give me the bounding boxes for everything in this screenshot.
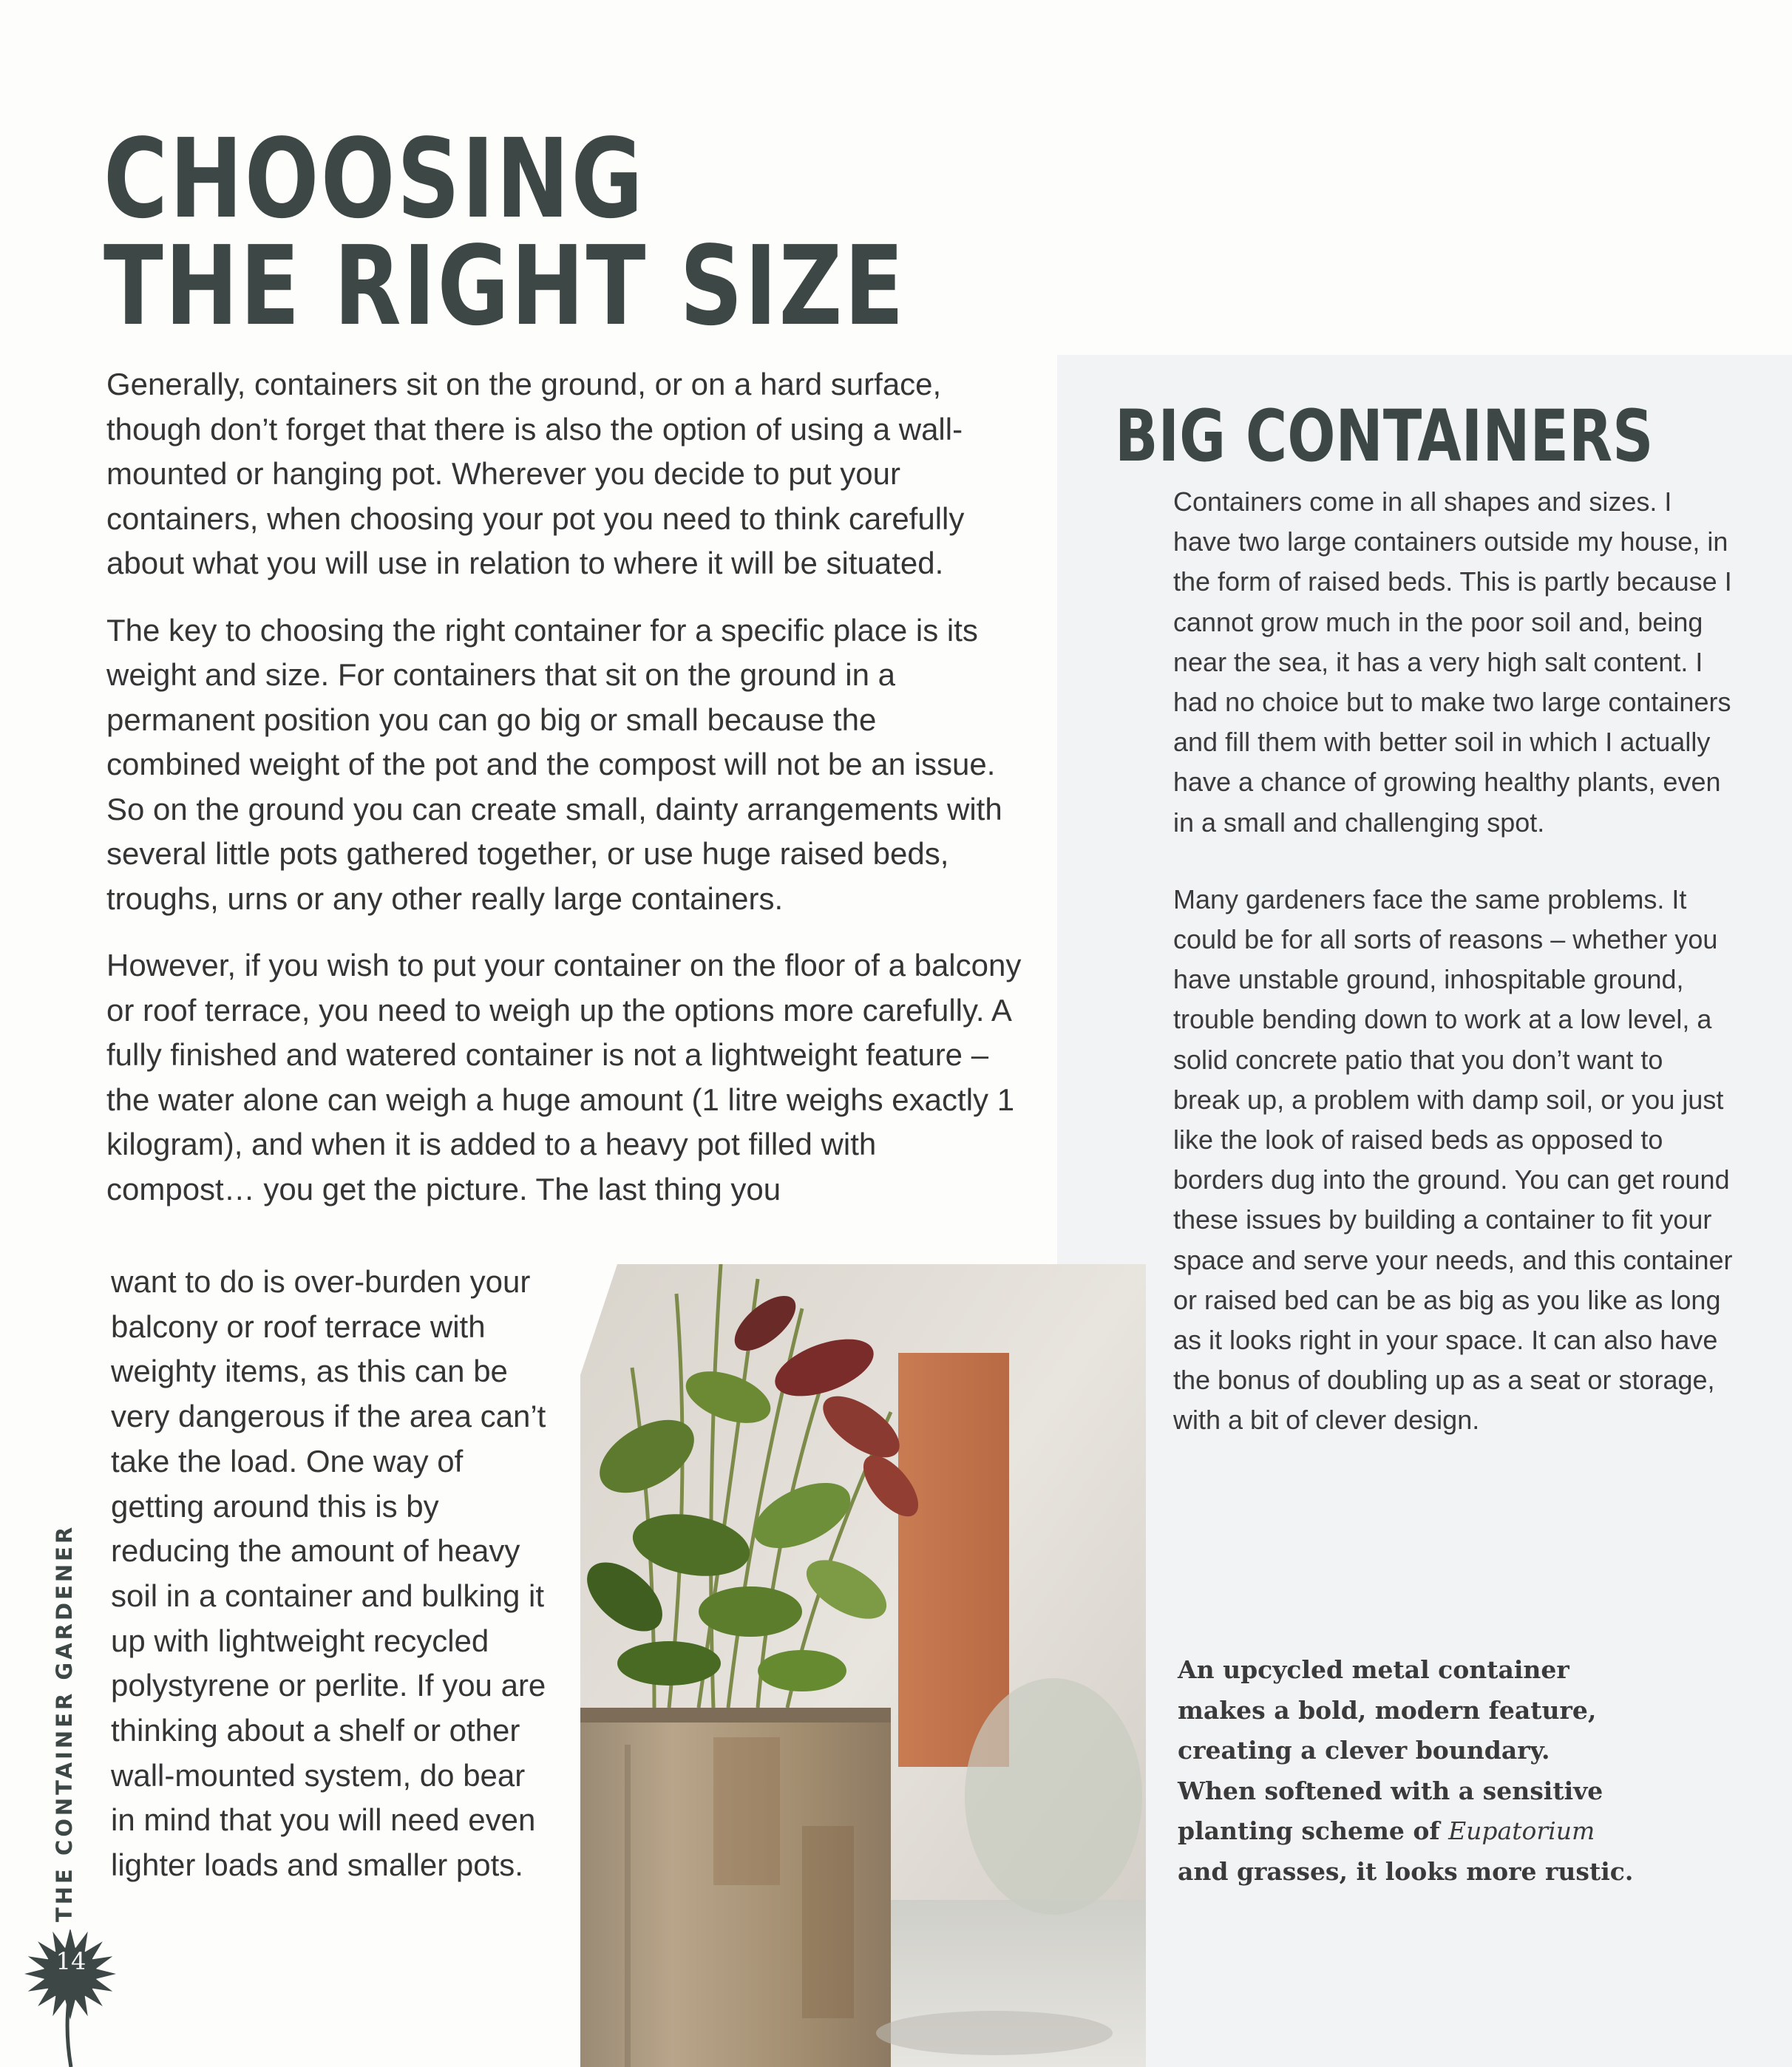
metal-container bbox=[580, 1708, 891, 2067]
page-title-line-1: CHOOSING bbox=[103, 115, 645, 242]
page-number: 14 bbox=[55, 1947, 86, 1975]
page-title-line-2: THE RIGHT SIZE bbox=[103, 223, 906, 350]
sidebar-body bbox=[1173, 482, 1735, 1478]
main-body bbox=[106, 362, 1022, 1234]
sidebar-heading: BIG CONTAINERS bbox=[1115, 395, 1654, 478]
caption-text-2: and grasses, it looks more rustic. bbox=[1178, 1856, 1634, 1886]
sidebar-panel bbox=[1057, 355, 1792, 2067]
body-paragraph-2: The key to choosing the right container for a specific place is its weight and size. For containers that sit on the ground in a permanent position you can go big or small because the combined weight of the pot and the compost will not be an issue. So on the ground you can create small, dainty arrangements with several little pots gathered together, or use huge raised beds, troughs, urns or any other really large containers. bbox=[106, 612, 1002, 916]
container-photo bbox=[580, 1264, 1146, 2067]
body-paragraph-3-continued: want to do is over-burden your balcony or roof terrace with weighty items, as this can be very dangerous if the area can’t take the load. One way of getting around this is by reducing the amount of heavy soil in a container and bulking it up with lightweight recycled polystyrene or perlite. If you are thinking about a shelf or other wall-mounted system, do bear in mind that you will need even lighter loads and smaller pots. bbox=[111, 1264, 546, 1883]
page-title bbox=[103, 115, 906, 350]
container-photo-illustration bbox=[580, 1264, 1146, 2067]
background-wall bbox=[898, 1353, 1009, 1767]
sidebar-paragraph-1: Containers come in all shapes and sizes. I have two large containers outside my house, in the form of raised beds. This is partly because I cannot grow much in the poor soil and, being near the sea, it has a very high salt content. I had no choice but to make two large containers and fill them with better soil in which I actually have a chance of growing healthy plants, even in a small and challenging spot. bbox=[1173, 486, 1732, 838]
caption-plant-name: Eupatorium bbox=[1448, 1816, 1595, 1845]
book-title: THE CONTAINER GARDENER bbox=[52, 1524, 77, 1922]
body-paragraph-3: However, if you wish to put your container on the floor of a balcony or roof terrace, you need to weigh up the options more carefully. A fully finished and watered container is not a lightweight feature – the water alone can weigh a huge amount (1 litre weighs exactly 1 kilogram), and when it is added to a heavy pot filled with compost… you get the picture. The last thing you bbox=[106, 948, 1022, 1206]
caption-text-1: An upcycled metal container makes a bold, modern feature, creating a clever boundary. When softened with a sensitive planting scheme of bbox=[1178, 1655, 1603, 1845]
photo-caption bbox=[1178, 1650, 1636, 1892]
body-paragraph-1: Generally, containers sit on the ground, or on a hard surface, though don’t forget that there is also the option of using a wall-mounted or hanging pot. Wherever you decide to put your containers, when choosing your pot you need to think carefully about what you will use in relation to where it will be situated. bbox=[106, 367, 965, 580]
sidebar-paragraph-2: Many gardeners face the same problems. It could be for all sorts of reasons – whether you have unstable ground, inhospitable ground, trouble bending down to work at a low level, a solid concrete patio that you don’t want to break up, a problem with damp soil, or you just like the look of raised beds as opposed to borders dug into the ground. You can get round these issues by building a container to fit your space and serve your needs, and this container or raised bed can be as big as you like as long as it looks right in your space. It can also have the bonus of doubling up as a seat or storage, with a bit of clever design. bbox=[1173, 883, 1733, 1436]
